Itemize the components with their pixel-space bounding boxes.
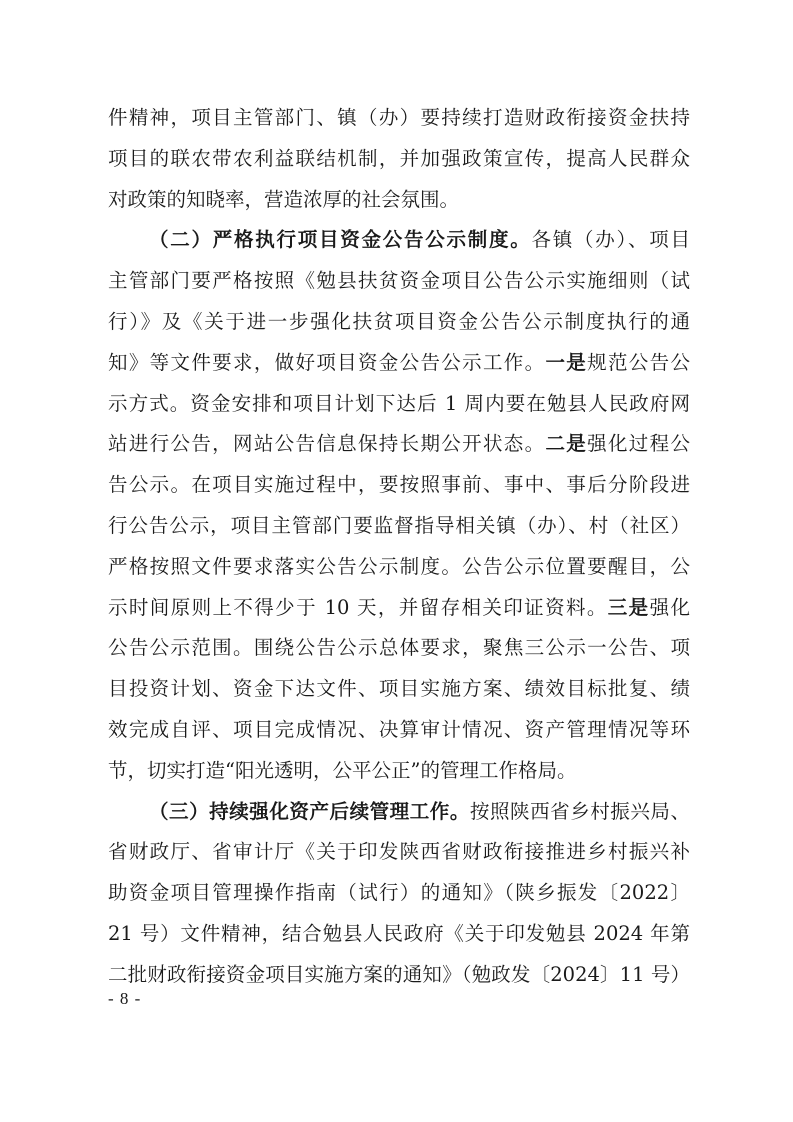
text-run: 规范公告公 <box>587 350 690 374</box>
section-three-heading: （三）持续强化资产后续管理工作。 <box>149 799 470 823</box>
text-line: 效完成自评、项目完成情况、决算审计情况、资产管理情况等环 <box>108 717 690 741</box>
text-line: 公告公示范围。围绕公告公示总体要求，聚焦三公示一公告、项 <box>108 636 690 660</box>
text-run: 站进行公告，网站公告信息保持长期公开状态。 <box>108 432 546 456</box>
text-line: 严格按照文件要求落实公告公示制度。公告公示位置要醒目，公 <box>108 554 690 578</box>
point-one-label: 一是 <box>545 350 588 374</box>
text-line <box>108 792 690 833</box>
section-three-paragraph <box>108 792 690 996</box>
text-line: 助资金项目管理操作指南（试行）的通知》（陕乡振发〔2022〕 <box>108 881 690 905</box>
point-two-label: 二是 <box>545 432 588 456</box>
text-line: 节，切实打造“阳光透明，公平公正”的管理工作格局。 <box>108 758 577 782</box>
text-line: 二批财政衔接资金项目实施方案的通知》（勉政发〔2024〕11 号） <box>108 962 690 986</box>
page-number: - 8 - <box>108 989 142 1008</box>
section-two-heading: （二）严格执行项目资金公告公示制度。 <box>149 228 532 252</box>
section-two-paragraph <box>108 220 690 791</box>
document-body <box>108 98 690 996</box>
text-line: 21 号）文件精神，结合勉县人民政府《关于印发勉县 2024 年第 <box>108 921 690 945</box>
text-line: 示方式。资金安排和项目计划下达后 1 周内要在勉县人民政府网 <box>108 391 690 415</box>
text-line <box>108 343 690 384</box>
text-run: 强化 <box>649 595 690 619</box>
text-line <box>108 588 690 629</box>
text-run: 知》等文件要求，做好项目资金公告公示工作。 <box>108 350 546 374</box>
text-line <box>108 424 690 465</box>
text-run: 各镇（办）、项目 <box>531 228 690 252</box>
text-line: 项目的联农带农利益联结机制，并加强政策宣传，提高人民群众 <box>108 146 690 170</box>
text-line: 行）》及《关于进一步强化扶贫项目资金公告公示制度执行的通 <box>108 309 690 333</box>
text-line <box>108 220 690 261</box>
text-line: 对政策的知晓率，营造浓厚的社会氛围。 <box>108 187 460 211</box>
text-run: 示时间原则上不得少于 10 天，并留存相关印证资料。 <box>108 595 608 619</box>
text-line: 件精神，项目主管部门、镇（办）要持续打造财政衔接资金扶持 <box>108 106 690 129</box>
text-line: 行公告公示，项目主管部门要监督指导相关镇（办）、村（社区） <box>108 513 690 537</box>
text-line: 告公示。在项目实施过程中，要按照事前、事中、事后分阶段进 <box>108 473 690 497</box>
text-run: 强化过程公 <box>587 432 690 456</box>
text-line: 主管部门要严格按照《勉县扶贫资金项目公告公示实施细则（试 <box>108 269 690 293</box>
text-run: 按照陕西省乡村振兴局、 <box>469 799 690 823</box>
text-line: 目投资计划、资金下达文件、项目实施方案、绩效目标批复、绩 <box>108 677 690 701</box>
text-line: 省财政厅、省审计厅《关于印发陕西省财政衔接推进乡村振兴补 <box>108 840 690 864</box>
point-three-label: 三是 <box>607 595 650 619</box>
paragraph-continuation <box>108 98 690 220</box>
